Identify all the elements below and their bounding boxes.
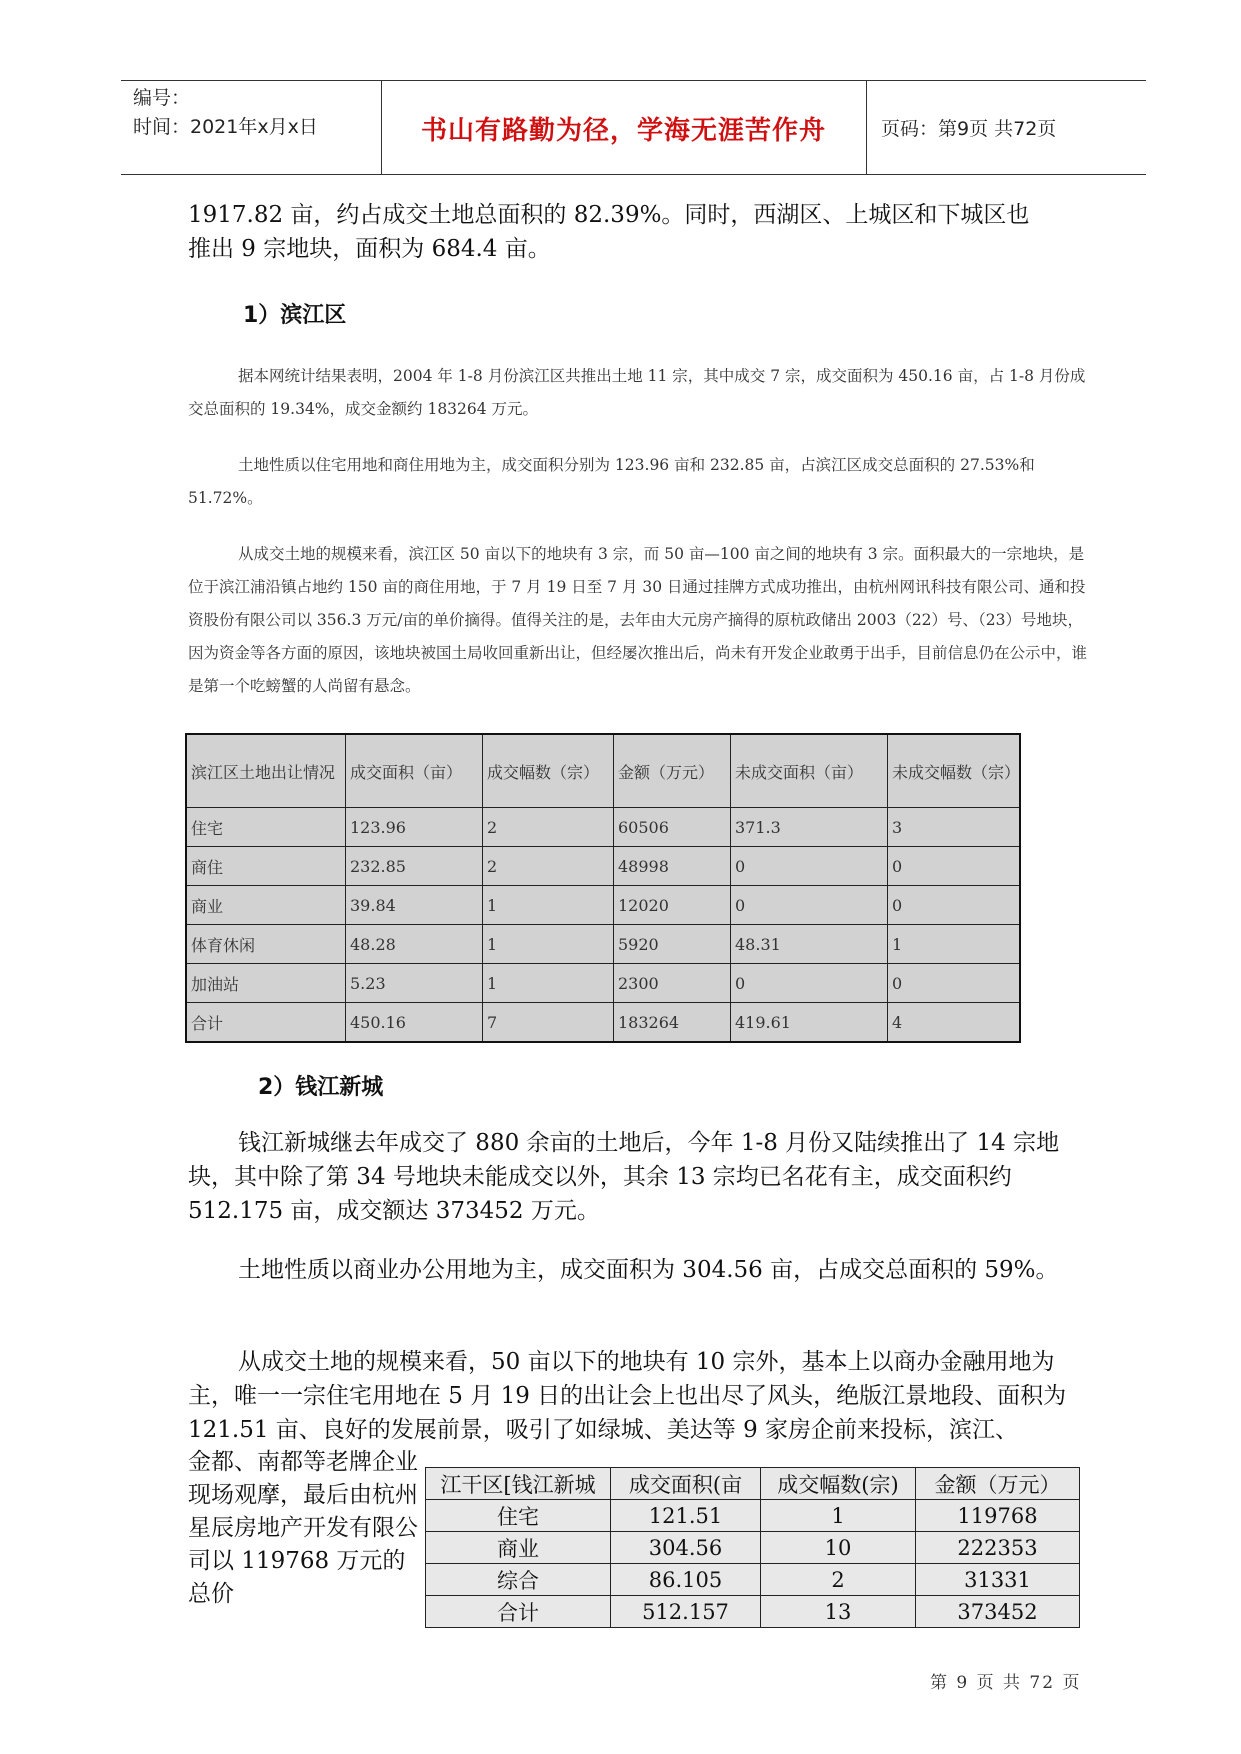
table-row [426,1564,1080,1596]
table-header-cell: 未成交面积（亩） [731,734,888,808]
table-cell: 1 [761,1500,916,1532]
table-cell: 12020 [614,886,731,925]
table-cell: 10 [761,1532,916,1564]
table-cell: 60506 [614,808,731,847]
table-row [426,1532,1080,1564]
binjiang-paragraph-2: 土地性质以住宅用地和商住用地为主，成交面积分别为 123.96 亩和 232.85 亩，占滨江区成交总面积的 27.53%和 51.72%。 [188,456,1035,507]
table-header-cell: 滨江区土地出让情况 [186,734,346,808]
table-header-cell: 未成交幅数（宗） [888,734,1021,808]
table-cell: 加油站 [186,964,346,1003]
table-cell: 450.16 [346,1003,483,1043]
table-row [186,925,1020,964]
table-cell: 2300 [614,964,731,1003]
table-cell: 86.105 [611,1564,761,1596]
page-footer: 第 9 页 共 72 页 [930,1673,1082,1693]
table-header-cell: 成交幅数（宗） [483,734,614,808]
section-heading-binjiang: 1）滨江区 [243,303,347,328]
table-cell: 371.3 [731,808,888,847]
table-row [186,808,1020,847]
table-cell: 31331 [916,1564,1080,1596]
page-header [121,80,1146,175]
table-cell: 住宅 [426,1500,611,1532]
table-cell: 2 [761,1564,916,1596]
table-cell: 4 [888,1003,1021,1043]
table-cell: 13 [761,1596,916,1628]
table-cell: 123.96 [346,808,483,847]
table-cell: 121.51 [611,1500,761,1532]
table-cell: 0 [888,847,1021,886]
table-row [186,886,1020,925]
section-heading-qianjiang: 2）钱江新城 [258,1075,384,1100]
header-divider [866,80,867,175]
table-header-cell: 江干区[钱江新城 [426,1468,611,1500]
table-cell: 0 [731,847,888,886]
table-cell: 商业 [186,886,346,925]
qianjiang-paragraph-1: 钱江新城继去年成交了 880 余亩的土地后，今年 1-8 月份又陆续推出了 14 宗地块，其中除了第 34 号地块未能成交以外，其余 13 宗均已名花有主，成交面积约 512.175 亩，成交额达 373452 万元。 [188,1130,1060,1224]
qianjiang-side-text: 金都、南都等老牌企业现场观摩，最后由杭州星辰房地产开发有限公司以 119768 万元的总价 [188,1449,418,1607]
table-cell: 合计 [186,1003,346,1043]
table-cell: 体育休闲 [186,925,346,964]
table-cell: 48.28 [346,925,483,964]
table-cell: 373452 [916,1596,1080,1628]
table-cell: 2 [483,847,614,886]
table-cell: 183264 [614,1003,731,1043]
number-label: 编号： [133,87,191,109]
qianjiang-land-table [425,1467,1080,1628]
table-cell: 0 [731,886,888,925]
table-header-cell: 成交幅数(宗) [761,1468,916,1500]
table-cell: 39.84 [346,886,483,925]
table-cell: 住宅 [186,808,346,847]
intro-paragraph [188,198,1088,266]
table-cell: 304.56 [611,1532,761,1564]
table-cell: 1 [483,886,614,925]
table-header-row [426,1468,1080,1500]
table-cell: 222353 [916,1532,1080,1564]
table-row [426,1500,1080,1532]
table-header-cell: 成交面积(亩 [611,1468,761,1500]
header-meta [133,84,318,142]
table-header-cell: 成交面积（亩） [346,734,483,808]
table-cell: 5920 [614,925,731,964]
table-cell: 0 [888,886,1021,925]
intro-line: 推出 9 宗地块，面积为 684.4 亩。 [188,236,551,262]
table-cell: 48.31 [731,925,888,964]
table-cell: 3 [888,808,1021,847]
table-cell: 2 [483,808,614,847]
binjiang-paragraph-1: 据本网统计结果表明，2004 年 1-8 月份滨江区共推出土地 11 宗，其中成交 7 宗，成交面积为 450.16 亩，占 1-8 月份成交总面积的 19.34%，成交金额约 183264 万元。 [188,367,1086,418]
table-cell: 48998 [614,847,731,886]
header-page-code: 页码：第9页 共72页 [881,118,1057,140]
header-bottom-rule [121,174,1146,175]
table-header-row [186,734,1020,808]
table-row [186,847,1020,886]
qianjiang-paragraph-2: 土地性质以商业办公用地为主，成交面积为 304.56 亩，占成交总面积的 59%。 [238,1257,1059,1283]
table-cell: 7 [483,1003,614,1043]
intro-line: 1917.82 亩，约占成交土地总面积的 82.39%。同时，西湖区、上城区和下城区也 [188,202,1030,228]
table-cell: 1 [483,925,614,964]
table-cell: 232.85 [346,847,483,886]
table-cell: 119768 [916,1500,1080,1532]
table-header-cell: 金额（万元） [614,734,731,808]
table-cell: 商业 [426,1532,611,1564]
table-row [186,1003,1020,1043]
table-header-cell: 金额（万元） [916,1468,1080,1500]
binjiang-land-table [185,733,1021,1043]
table-cell: 0 [731,964,888,1003]
header-top-rule [121,80,1146,81]
header-motto: 书山有路勤为径，学海无涯苦作舟 [420,116,826,146]
table-cell: 5.23 [346,964,483,1003]
table-cell: 综合 [426,1564,611,1596]
table-row [186,964,1020,1003]
table-cell: 0 [888,964,1021,1003]
binjiang-paragraph-3: 从成交土地的规模来看，滨江区 50 亩以下的地块有 3 宗，而 50 亩—100 亩之间的地块有 3 宗。面积最大的一宗地块，是位于滨江浦沿镇占地约 150 亩的商住用地，于 7 月 19 日至 7 月 30 日通过挂牌方式成功推出，由杭州网讯科技有限公司、通和投资股份有限公司以 356.3 万元/亩的单价摘得。值得关注的是，去年由大元房产摘得的原杭政储出 2003（22）号、（23）号地块，因为资金等各方面的原因，该地块被国土局收回重新出让，但经屡次推出后，尚未有开发企业敢勇于出手，目前信息仍在公示中，谁是第一个吃螃蟹的人尚留有悬念。 [188,545,1088,695]
table-row [426,1596,1080,1628]
table-cell: 1 [888,925,1021,964]
table-cell: 512.157 [611,1596,761,1628]
time-label: 时间：2021年x月x日 [133,116,318,138]
table-cell: 商住 [186,847,346,886]
qianjiang-paragraph-3: 从成交土地的规模来看，50 亩以下的地块有 10 宗外，基本上以商办金融用地为主，唯一一宗住宅用地在 5 月 19 日的出让会上也出尽了风头，绝版江景地段、面积为 121.51 亩、良好的发展前景，吸引了如绿城、美达等 9 家房企前来投标，滨江、 [188,1349,1067,1443]
table-cell: 合计 [426,1596,611,1628]
table-cell: 419.61 [731,1003,888,1043]
table-cell: 1 [483,964,614,1003]
